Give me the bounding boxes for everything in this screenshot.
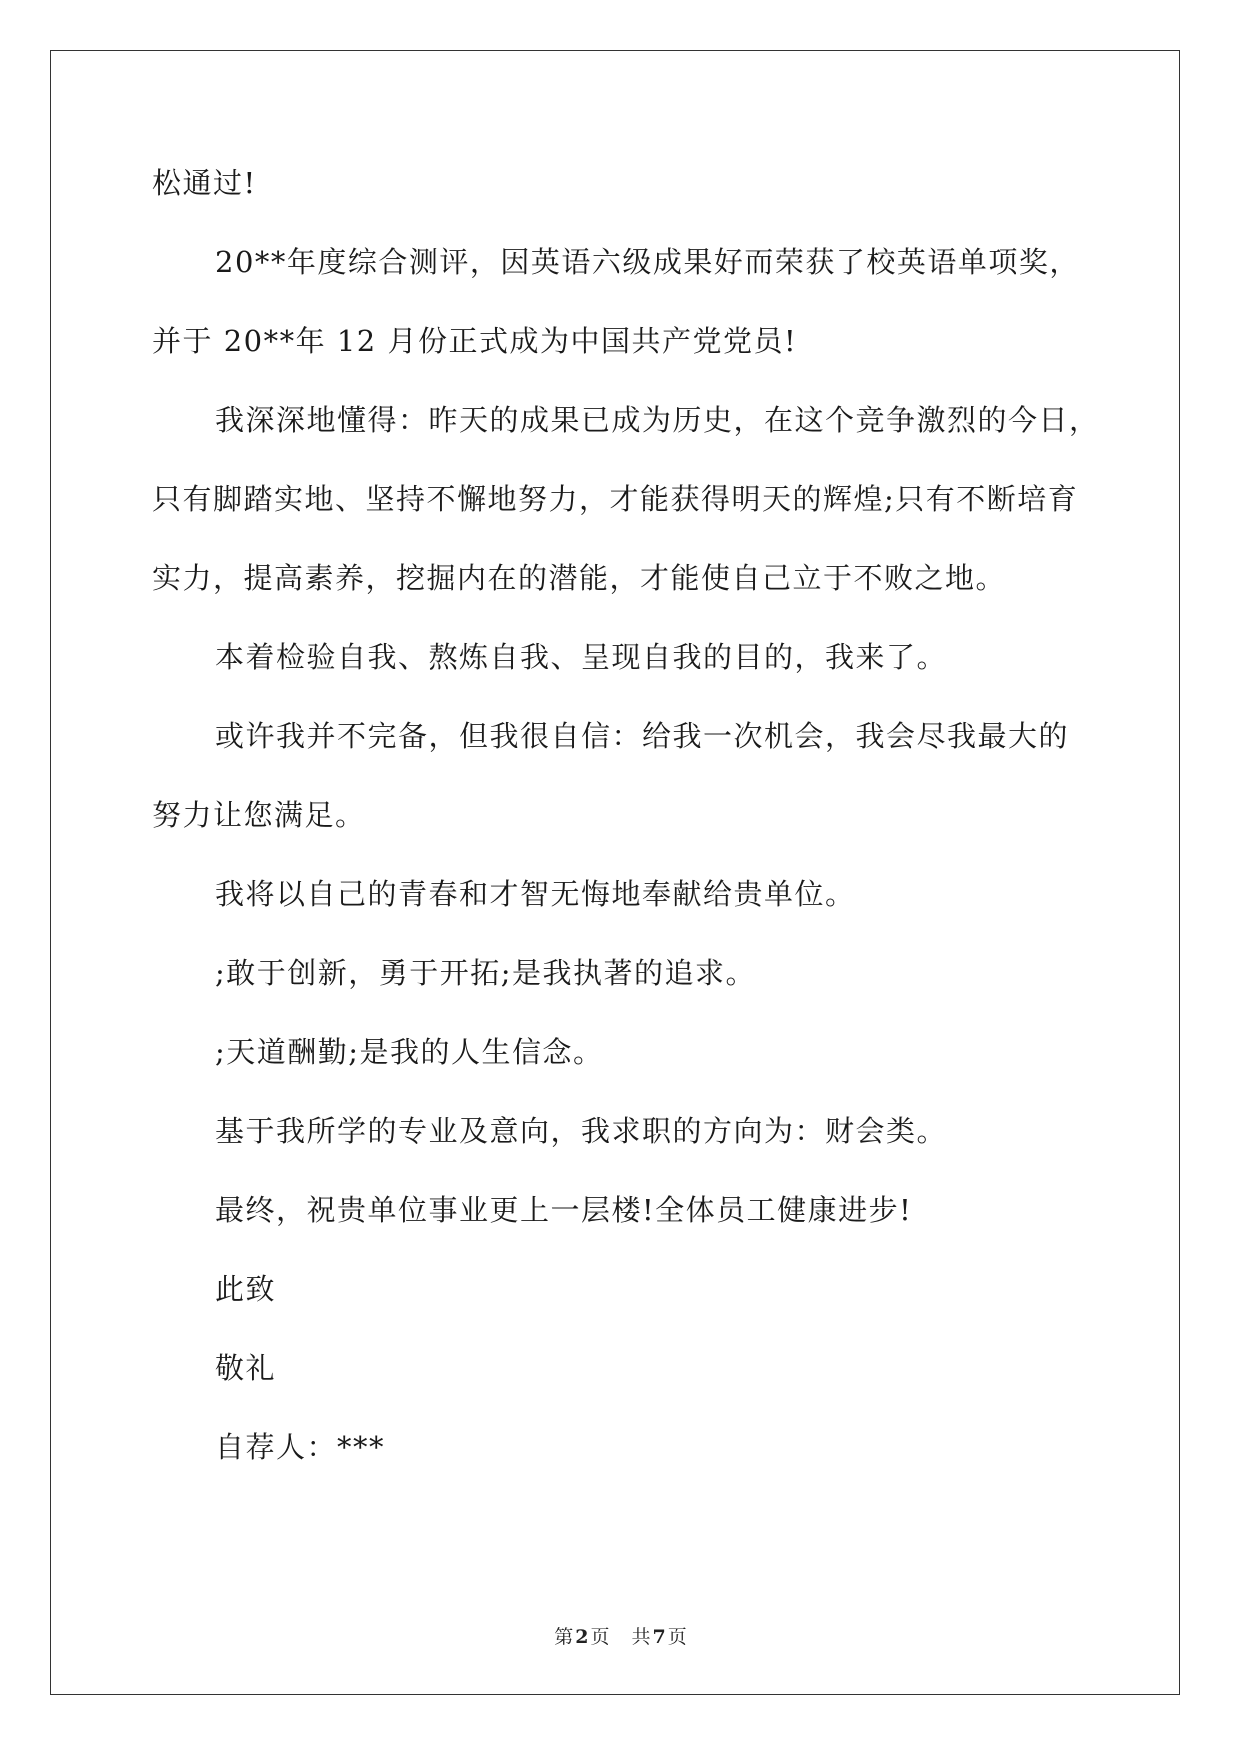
closing-salutation: 此致 <box>215 1272 277 1306</box>
page-suffix: 页 <box>590 1626 610 1648</box>
total-suffix: 页 <box>667 1626 687 1648</box>
paragraph-line: ;天道酬勤;是我的人生信念。 <box>215 1035 604 1069</box>
paragraph-line: 我将以自己的青春和才智无悔地奉献给贵单位。 <box>215 877 856 911</box>
paragraph-line: 我深深地懂得：昨天的成果已成为历史，在这个竞争激烈的今日， <box>215 403 1100 437</box>
paragraph-line: 最终，祝贵单位事业更上一层楼!全体员工健康进步! <box>215 1193 913 1227</box>
paragraph-line: 松通过! <box>152 166 257 200</box>
signature-line: 自荐人：*** <box>215 1430 386 1464</box>
paragraph-line: 并于 20**年 12 月份正式成为中国共产党党员! <box>152 324 798 358</box>
paragraph-line: 实力，提高素养，挖掘内在的潜能，才能使自己立于不败之地。 <box>152 561 1007 595</box>
paragraph-line: 努力让您满足。 <box>152 798 366 832</box>
paragraph-line: 本着检验自我、熬炼自我、呈现自我的目的，我来了。 <box>215 640 948 674</box>
total-page-count: 7 <box>652 1626 666 1648</box>
page-prefix: 第 <box>554 1626 574 1648</box>
paragraph-line: 或许我并不完备，但我很自信：给我一次机会，我会尽我最大的 <box>215 719 1070 753</box>
current-page-number: 2 <box>575 1626 589 1648</box>
page-number-footer <box>0 1622 1241 1649</box>
paragraph-line: ;敢于创新，勇于开拓;是我执著的追求。 <box>215 956 757 990</box>
paragraph-line: 只有脚踏实地、坚持不懈地努力，才能获得明天的辉煌;只有不断培育 <box>152 482 1079 516</box>
paragraph-line: 20**年度综合测评，因英语六级成果好而荣获了校英语单项奖， <box>215 245 1080 279</box>
document-body <box>152 163 1102 1506</box>
total-prefix: 共 <box>631 1626 651 1648</box>
closing-regards: 敬礼 <box>215 1351 277 1385</box>
paragraph-line: 基于我所学的专业及意向，我求职的方向为：财会类。 <box>215 1114 948 1148</box>
